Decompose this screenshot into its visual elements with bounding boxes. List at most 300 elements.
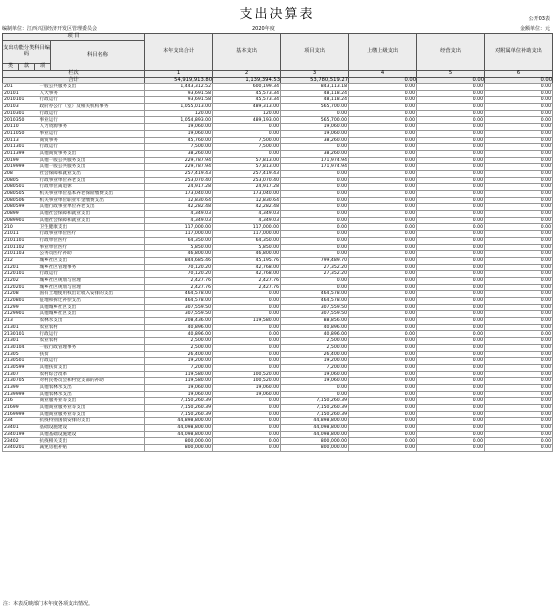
- row-value-5: 0.00: [417, 124, 485, 131]
- row-value-1: 2,427.76: [145, 277, 213, 284]
- row-value-6: 0.00: [485, 231, 553, 238]
- table-header: [2, 33, 553, 84]
- row-code: 2340199: [3, 431, 39, 438]
- table-row: [3, 130, 553, 137]
- row-value-3: 38,260.00: [281, 150, 349, 157]
- row-value-2: 45,195.76: [213, 257, 281, 264]
- row-subject-name: 其他城乡社区支出: [39, 304, 145, 311]
- table-row: [3, 331, 553, 338]
- row-value-6: 0.00: [485, 311, 553, 318]
- cat-header: 类: [3, 64, 19, 71]
- col-num-4: 4: [349, 71, 417, 78]
- row-value-1: 173,040.00: [145, 191, 213, 198]
- row-value-1: 464,578.00: [145, 298, 213, 305]
- table-row: [3, 90, 553, 97]
- row-value-5: 0.00: [417, 298, 485, 305]
- row-code: 2010101: [3, 97, 39, 104]
- row-value-2: 0.00: [213, 425, 281, 432]
- row-value-3: 0.00: [281, 391, 349, 398]
- row-code: 21202: [3, 277, 39, 284]
- table-row: [3, 318, 553, 325]
- row-value-2: 12,830.64: [213, 197, 281, 204]
- table-row: [3, 298, 553, 305]
- row-value-2: 0.00: [213, 150, 281, 157]
- row-value-3: 307,559.50: [281, 311, 349, 318]
- row-value-2: 100,520.00: [213, 371, 281, 378]
- row-value-4: 0.00: [349, 378, 417, 385]
- table-row: [3, 97, 553, 104]
- row-value-3: 40,896.00: [281, 324, 349, 331]
- row-subject-name: 政府办公厅（室）及相关机构事务: [39, 104, 145, 111]
- row-value-1: 4,349.03: [145, 211, 213, 218]
- row-value-1: 117,000.00: [145, 231, 213, 238]
- table-row: [3, 277, 553, 284]
- row-value-1: 19,060.00: [145, 384, 213, 391]
- row-value-3: 44,898,800.00: [281, 418, 349, 425]
- fiscal-year: 2020年度: [252, 26, 275, 32]
- row-value-2: 45,573.34: [213, 97, 281, 104]
- table-row: [3, 344, 553, 351]
- row-value-5: 0.00: [417, 425, 485, 432]
- col-num-6: 6: [485, 71, 553, 78]
- row-value-2: 0.00: [213, 398, 281, 405]
- subject-name-header: 科目名称: [51, 41, 145, 71]
- row-subject-name: 商业服务业等支出: [39, 398, 145, 405]
- row-value-1: 229,787.94: [145, 164, 213, 171]
- row-code: 234: [3, 418, 39, 425]
- row-value-2: 19,060.00: [213, 384, 281, 391]
- table-row: [3, 197, 553, 204]
- row-value-1: 45,760.00: [145, 137, 213, 144]
- row-value-4: 0.00: [349, 164, 417, 171]
- table-body: [3, 84, 553, 452]
- row-value-1: 19,200.00: [145, 358, 213, 365]
- row-value-1: 1,055,013.00: [145, 104, 213, 111]
- table-row: [3, 224, 553, 231]
- row-value-2: 0.00: [213, 311, 281, 318]
- row-value-6: 0.00: [485, 425, 553, 432]
- row-value-2: 119,580.00: [213, 318, 281, 325]
- row-subject-name: 对村民委员会和村党支部的补助: [39, 378, 145, 385]
- row-value-1: 19,060.00: [145, 391, 213, 398]
- col-num-3: 3: [281, 71, 349, 78]
- row-code: 21301: [3, 338, 39, 345]
- col-num-1: 1: [145, 71, 213, 78]
- row-code: 23401: [3, 425, 39, 432]
- row-value-6: 0.00: [485, 264, 553, 271]
- row-value-1: 7,200.00: [145, 364, 213, 371]
- row-subject-name: 事业运行: [39, 117, 145, 124]
- total-value-4: 0.00: [349, 77, 417, 84]
- row-code: 2120101: [3, 271, 39, 278]
- row-value-5: 0.00: [417, 324, 485, 331]
- row-value-5: 0.00: [417, 217, 485, 224]
- row-value-1: 1,054,893.00: [145, 117, 213, 124]
- table-row: [3, 438, 553, 445]
- table-row: [3, 231, 553, 238]
- row-subject-name: 减免房租补贴: [39, 445, 145, 452]
- row-value-6: 0.00: [485, 197, 553, 204]
- row-value-4: 0.00: [349, 217, 417, 224]
- table-row: [3, 257, 553, 264]
- row-value-1: 307,559.50: [145, 304, 213, 311]
- row-code: 21301: [3, 324, 39, 331]
- row-value-4: 0.00: [349, 150, 417, 157]
- row-subject-name: 其他一般公共服务支出: [39, 164, 145, 171]
- row-value-2: 0.00: [213, 304, 281, 311]
- row-subject-name: 扶贫: [39, 351, 145, 358]
- row-value-4: 0.00: [349, 311, 417, 318]
- row-value-3: 565,700.00: [281, 117, 349, 124]
- table-row: [3, 291, 553, 298]
- col-header-4: 上缴上级支出: [349, 34, 417, 71]
- row-code: 20101: [3, 90, 39, 97]
- row-value-3: 0.00: [281, 384, 349, 391]
- row-value-2: 46,800.00: [213, 251, 281, 258]
- row-code: 2130104: [3, 344, 39, 351]
- row-value-1: 257,419.43: [145, 170, 213, 177]
- row-value-4: 0.00: [349, 137, 417, 144]
- row-value-6: 0.00: [485, 331, 553, 338]
- row-value-5: 0.00: [417, 344, 485, 351]
- row-subject-name: 其他扶贫支出: [39, 364, 145, 371]
- row-value-2: 64,350.00: [213, 237, 281, 244]
- total-value-2: 1,139,394.53: [213, 77, 281, 84]
- row-value-6: 0.00: [485, 371, 553, 378]
- row-value-6: 0.00: [485, 291, 553, 298]
- row-value-1: 7,150,260.39: [145, 398, 213, 405]
- row-subject-name: 基础设施建设: [39, 425, 145, 432]
- row-value-6: 0.00: [485, 84, 553, 91]
- row-value-1: 800,000.00: [145, 445, 213, 452]
- row-value-4: 0.00: [349, 197, 417, 204]
- row-value-2: 0.00: [213, 291, 281, 298]
- row-code: 210: [3, 224, 39, 231]
- row-value-1: 119,580.00: [145, 371, 213, 378]
- row-value-5: 0.00: [417, 204, 485, 211]
- row-value-1: 2,427.76: [145, 284, 213, 291]
- row-value-3: 44,098,800.00: [281, 431, 349, 438]
- row-code: 21011: [3, 231, 39, 238]
- row-value-1: 12,830.64: [145, 197, 213, 204]
- row-value-6: 0.00: [485, 418, 553, 425]
- total-label: 合计: [3, 77, 145, 84]
- row-value-2: 0.00: [213, 438, 281, 445]
- row-value-5: 0.00: [417, 244, 485, 251]
- row-value-3: 7,150,260.39: [281, 411, 349, 418]
- row-value-2: 0.00: [213, 411, 281, 418]
- row-subject-name: 一般行政管理事务: [39, 344, 145, 351]
- row-value-4: 0.00: [349, 177, 417, 184]
- row-value-2: 0.00: [213, 418, 281, 425]
- row-value-3: 0.00: [281, 217, 349, 224]
- row-value-1: 5,850.00: [145, 244, 213, 251]
- row-subject-name: 人大事务: [39, 90, 145, 97]
- row-subject-name: 行政事业单位医疗: [39, 231, 145, 238]
- row-value-1: 7,500.00: [145, 144, 213, 151]
- row-subject-name: 其他城乡社区支出: [39, 311, 145, 318]
- row-value-1: 93,691.58: [145, 97, 213, 104]
- row-value-5: 0.00: [417, 251, 485, 258]
- row-value-4: 0.00: [349, 157, 417, 164]
- row-value-4: 0.00: [349, 144, 417, 151]
- row-code: 2101101: [3, 237, 39, 244]
- row-value-5: 0.00: [417, 431, 485, 438]
- row-value-6: 0.00: [485, 104, 553, 111]
- table-row: [3, 117, 553, 124]
- row-subject-name: 机关事业单位职业年金缴费支出: [39, 197, 145, 204]
- row-value-2: 42,768.00: [213, 264, 281, 271]
- row-value-2: 0.00: [213, 358, 281, 365]
- row-value-5: 0.00: [417, 311, 485, 318]
- row-value-6: 0.00: [485, 398, 553, 405]
- row-code: 2011399: [3, 150, 39, 157]
- row-value-5: 0.00: [417, 231, 485, 238]
- row-value-3: 7,150,260.39: [281, 405, 349, 412]
- row-value-6: 0.00: [485, 351, 553, 358]
- total-value-6: 0.00: [485, 77, 553, 84]
- row-value-4: 0.00: [349, 211, 417, 218]
- row-subject-name: 机关事业单位基本养老保险缴费支出: [39, 191, 145, 198]
- row-value-6: 0.00: [485, 204, 553, 211]
- row-value-1: 7,150,260.39: [145, 411, 213, 418]
- table-row: [3, 184, 553, 191]
- row-value-5: 0.00: [417, 164, 485, 171]
- row-subject-name: 其他社会保障和就业支出: [39, 217, 145, 224]
- row-value-5: 0.00: [417, 90, 485, 97]
- row-value-4: 0.00: [349, 277, 417, 284]
- row-value-6: 0.00: [485, 405, 553, 412]
- row-code: 216: [3, 398, 39, 405]
- row-value-3: 7,200.00: [281, 364, 349, 371]
- row-value-4: 0.00: [349, 371, 417, 378]
- row-subject-name: 国有土地使用权出让收入安排的支出: [39, 291, 145, 298]
- row-value-1: 229,787.94: [145, 157, 213, 164]
- row-value-4: 0.00: [349, 284, 417, 291]
- row-value-2: 0.00: [213, 124, 281, 131]
- row-code: 2120201: [3, 284, 39, 291]
- row-value-2: 0.00: [213, 405, 281, 412]
- table-row: [3, 150, 553, 157]
- table-row: [3, 311, 553, 318]
- row-value-2: 2,427.76: [213, 277, 281, 284]
- row-subject-name: 农林水支出: [39, 318, 145, 325]
- row-value-4: 0.00: [349, 84, 417, 91]
- row-value-5: 0.00: [417, 110, 485, 117]
- row-value-1: 26,400.00: [145, 351, 213, 358]
- row-code: 21208: [3, 291, 39, 298]
- row-value-6: 0.00: [485, 431, 553, 438]
- row-value-3: 843,113.18: [281, 84, 349, 91]
- row-value-3: 2,500.00: [281, 344, 349, 351]
- row-value-6: 0.00: [485, 217, 553, 224]
- row-code: 2130705: [3, 378, 39, 385]
- row-value-2: 600,199.34: [213, 84, 281, 91]
- row-value-4: 0.00: [349, 351, 417, 358]
- row-subject-name: 其他社会保障和就业支出: [39, 211, 145, 218]
- row-subject-name: 其他商贸事务支出: [39, 150, 145, 157]
- row-code: 21399: [3, 384, 39, 391]
- row-value-6: 0.00: [485, 164, 553, 171]
- row-value-4: 0.00: [349, 110, 417, 117]
- table-row: [3, 338, 553, 345]
- row-value-6: 0.00: [485, 191, 553, 198]
- row-subject-name: 行政运行: [39, 144, 145, 151]
- row-value-4: 0.00: [349, 405, 417, 412]
- row-subject-name: 城乡社区规划与管理: [39, 277, 145, 284]
- row-value-2: 120.00: [213, 110, 281, 117]
- table-row: [3, 411, 553, 418]
- row-value-5: 0.00: [417, 130, 485, 137]
- row-value-2: 100,520.00: [213, 378, 281, 385]
- row-value-3: 800,000.00: [281, 445, 349, 452]
- row-value-1: 46,800.00: [145, 251, 213, 258]
- row-value-3: 0.00: [281, 184, 349, 191]
- row-value-6: 0.00: [485, 344, 553, 351]
- row-value-5: 0.00: [417, 418, 485, 425]
- row-value-3: 19,060.00: [281, 378, 349, 385]
- footnote: 注：本表反映部门本年度各项支出情况。: [3, 601, 94, 607]
- row-value-6: 0.00: [485, 130, 553, 137]
- row-value-2: 173,040.00: [213, 191, 281, 198]
- table-row: [3, 84, 553, 91]
- row-value-1: 2,500.00: [145, 344, 213, 351]
- row-code: 21305: [3, 351, 39, 358]
- row-value-6: 0.00: [485, 257, 553, 264]
- row-value-3: 464,578.00: [281, 298, 349, 305]
- row-value-4: 0.00: [349, 184, 417, 191]
- row-value-6: 0.00: [485, 378, 553, 385]
- row-value-6: 0.00: [485, 110, 553, 117]
- row-subject-name: 人力资源事务: [39, 124, 145, 131]
- row-code: 2011301: [3, 144, 39, 151]
- table-row: [3, 137, 553, 144]
- table-row: [3, 378, 553, 385]
- table-row: [3, 324, 553, 331]
- row-value-1: 19,060.00: [145, 130, 213, 137]
- col-header-3: 项目支出: [281, 34, 349, 71]
- row-code: 2080599: [3, 204, 39, 211]
- row-value-6: 0.00: [485, 358, 553, 365]
- row-value-1: 7,150,260.39: [145, 405, 213, 412]
- table-row: [3, 425, 553, 432]
- row-value-2: 42,282.48: [213, 204, 281, 211]
- row-value-5: 0.00: [417, 177, 485, 184]
- row-value-1: 253,070.40: [145, 177, 213, 184]
- row-value-5: 0.00: [417, 264, 485, 271]
- row-subject-name: 城乡社区支出: [39, 257, 145, 264]
- row-value-5: 0.00: [417, 391, 485, 398]
- row-value-4: 0.00: [349, 97, 417, 104]
- row-value-3: 0.00: [281, 211, 349, 218]
- table-row: [3, 164, 553, 171]
- row-value-3: 0.00: [281, 177, 349, 184]
- row-subject-name: 社会保障和就业支出: [39, 170, 145, 177]
- row-value-5: 0.00: [417, 445, 485, 452]
- row-value-6: 0.00: [485, 391, 553, 398]
- row-value-2: 0.00: [213, 130, 281, 137]
- row-value-6: 0.00: [485, 144, 553, 151]
- row-code: 2080505: [3, 191, 39, 198]
- row-value-4: 0.00: [349, 117, 417, 124]
- row-value-5: 0.00: [417, 237, 485, 244]
- row-code: 2129901: [3, 311, 39, 318]
- row-value-6: 0.00: [485, 324, 553, 331]
- row-value-5: 0.00: [417, 291, 485, 298]
- row-value-3: 27,352.20: [281, 271, 349, 278]
- row-value-2: 0.00: [213, 364, 281, 371]
- row-value-1: 40,896.00: [145, 331, 213, 338]
- row-subject-name: 行政运行: [39, 110, 145, 117]
- kuan-header: 款: [19, 64, 35, 71]
- table-row: [3, 271, 553, 278]
- row-subject-name: 其他行政事业单位养老支出: [39, 204, 145, 211]
- row-value-5: 0.00: [417, 338, 485, 345]
- row-code: 2169999: [3, 411, 39, 418]
- row-value-5: 0.00: [417, 277, 485, 284]
- row-value-3: 0.00: [281, 144, 349, 151]
- table-row: [3, 364, 553, 371]
- row-value-2: 7,500.00: [213, 144, 281, 151]
- row-value-3: 48,118.24: [281, 97, 349, 104]
- row-code: 2010301: [3, 110, 39, 117]
- row-code: 20113: [3, 137, 39, 144]
- document-title: 支出决算表: [239, 7, 315, 22]
- row-subject-name: 行政运行: [39, 271, 145, 278]
- row-value-4: 0.00: [349, 271, 417, 278]
- row-value-4: 0.00: [349, 244, 417, 251]
- row-value-3: 171,974.94: [281, 157, 349, 164]
- row-value-2: 117,000.00: [213, 231, 281, 238]
- row-value-3: 464,578.00: [281, 291, 349, 298]
- row-subject-name: 行政运行: [39, 331, 145, 338]
- row-value-3: 0.00: [281, 277, 349, 284]
- row-value-5: 0.00: [417, 224, 485, 231]
- total-value-1: 54,919,913.80: [145, 77, 213, 84]
- row-value-4: 0.00: [349, 344, 417, 351]
- row-subject-name: 事业单位医疗: [39, 244, 145, 251]
- row-value-6: 0.00: [485, 318, 553, 325]
- row-subject-name: 行政运行: [39, 358, 145, 365]
- row-code: 21699: [3, 405, 39, 412]
- row-value-3: 26,400.00: [281, 351, 349, 358]
- table-row: [3, 177, 553, 184]
- row-value-1: 4,349.03: [145, 217, 213, 224]
- row-value-1: 19,060.00: [145, 124, 213, 131]
- row-value-4: 0.00: [349, 170, 417, 177]
- row-subject-name: 其他商业服务业等支出: [39, 405, 145, 412]
- row-subject-name: 农村综合改革: [39, 371, 145, 378]
- xiang-header: 项: [35, 64, 51, 71]
- row-value-4: 0.00: [349, 425, 417, 432]
- row-value-6: 0.00: [485, 244, 553, 251]
- row-value-4: 0.00: [349, 384, 417, 391]
- row-subject-name: 行政单位离退休: [39, 184, 145, 191]
- row-code: 2130501: [3, 358, 39, 365]
- table-row: [3, 251, 553, 258]
- row-value-6: 0.00: [485, 384, 553, 391]
- row-value-2: 42,768.00: [213, 271, 281, 278]
- row-value-1: 117,000.00: [145, 224, 213, 231]
- table-row: [3, 264, 553, 271]
- row-value-1: 44,098,800.00: [145, 431, 213, 438]
- table-row: [3, 398, 553, 405]
- row-value-4: 0.00: [349, 104, 417, 111]
- row-value-2: 0.00: [213, 431, 281, 438]
- row-value-4: 0.00: [349, 445, 417, 452]
- row-value-3: 0.00: [281, 204, 349, 211]
- row-code: 20110: [3, 124, 39, 131]
